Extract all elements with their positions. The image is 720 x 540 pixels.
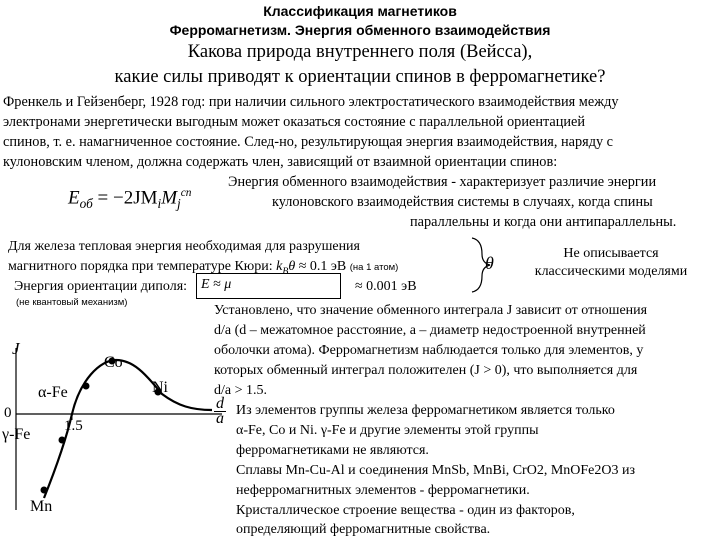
fact-line-4: Сплавы Mn-Cu-Al и соединения MnSb, MnBi, CrO2, MnOFe2O3 из [236,463,636,478]
chart-origin-label: 0 [4,405,12,421]
label-co: Co [104,354,123,371]
intro-line-1: Френкель и Гейзенберг, 1928 год: при наличии сильного электростатического взаимодействия между [3,94,619,110]
label-ni: Ni [152,379,168,396]
not-described-1: Не описывается [563,246,659,261]
chart-tick-label: 1.5 [64,418,83,434]
label-alpha-fe: α-Fe [38,384,68,401]
fact-line-1: Из элементов группы железа ферромагнетиком является только [236,403,615,418]
point-mn [41,487,48,494]
label-gamma-fe: γ-Fe [2,426,31,443]
body-line-5: d/a > 1.5. [214,383,267,398]
point-gamma-fe [59,437,66,444]
page-subtitle: Ферромагнетизм. Энергия обменного взаимодействия [169,22,551,38]
body-line-3: оболочки атома). Ферромагнетизм наблюдается только для элементов, у [214,343,644,358]
fact-line-5: неферромагнитных элементов - ферромагнетики. [236,483,530,498]
dipole-value: ≈ 0.001 эВ [355,279,417,294]
exchange-desc-3: параллельны и когда они антипараллельны. [410,214,677,230]
intro-line-2: электронами энергетически выгодным может оказаться состояние с параллельной ориентацией [3,114,586,130]
intro-line-4: кулоновским членом, должна содержать член, зависящий от взаимной ориентации спинов: [3,154,558,170]
fact-line-3: ферромагнетиками не являются. [236,443,429,458]
fact-line-7: определяющий ферромагнитные свойства. [236,522,491,537]
iron-line-1: Для железа тепловая энергия необходимая для разрушения [8,239,360,254]
point-alpha-fe [83,383,90,390]
chart-ylabel: J [12,339,20,358]
body-line-1: Установлено, что значение обменного интеграла J зависит от отношения [214,303,648,318]
theta-symbol: θ [485,253,494,273]
not-described-2: классическими моделями [534,264,688,279]
label-mn: Mn [30,498,53,515]
quantum-note: (не квантовый механизм) [16,297,128,308]
fact-line-6: Кристаллическое строение вещества - один из факторов, [236,503,575,518]
chart-xlabel: d a [216,395,224,427]
question-line-1: Какова природа внутреннего поля (Вейсса), [187,42,533,62]
iron-line-3: Энергия ориентации диполя: [14,279,188,294]
dipole-formula-box: E ≈ μ [196,273,341,299]
body-line-2: d/a (d – межатомное расстояние, а – диаметр недостроенной внутренней [214,323,646,338]
body-line-4: которых обменный интеграл положителен (J > 0), что выполняется для [214,363,638,378]
question-line-2: какие силы приводят к ориентации спинов в ферромагнетике? [114,67,606,87]
iron-line-2: магнитного порядка при температуре Кюри: $k_B\theta \approx 0.1$ эВ (на 1 атом) [8,259,399,277]
fact-line-2: α-Fe, Co и Ni. γ-Fe и другие элементы этой группы [236,423,539,438]
page-title: Классификация магнетиков [263,3,457,19]
intro-line-3: спинов, т. е. намагниченное состояние. След-но, результирующая энергия взаимодействия, наряду с [3,134,614,150]
exchange-desc-1: Энергия обменного взаимодействия - характеризует различие энергии [228,174,657,190]
exchange-formula: $E_{об} = -2JM_iM_j^{сп}$ [68,187,192,212]
exchange-desc-2: кулоновского взаимодействия системы в случаях, когда спины [272,194,653,210]
